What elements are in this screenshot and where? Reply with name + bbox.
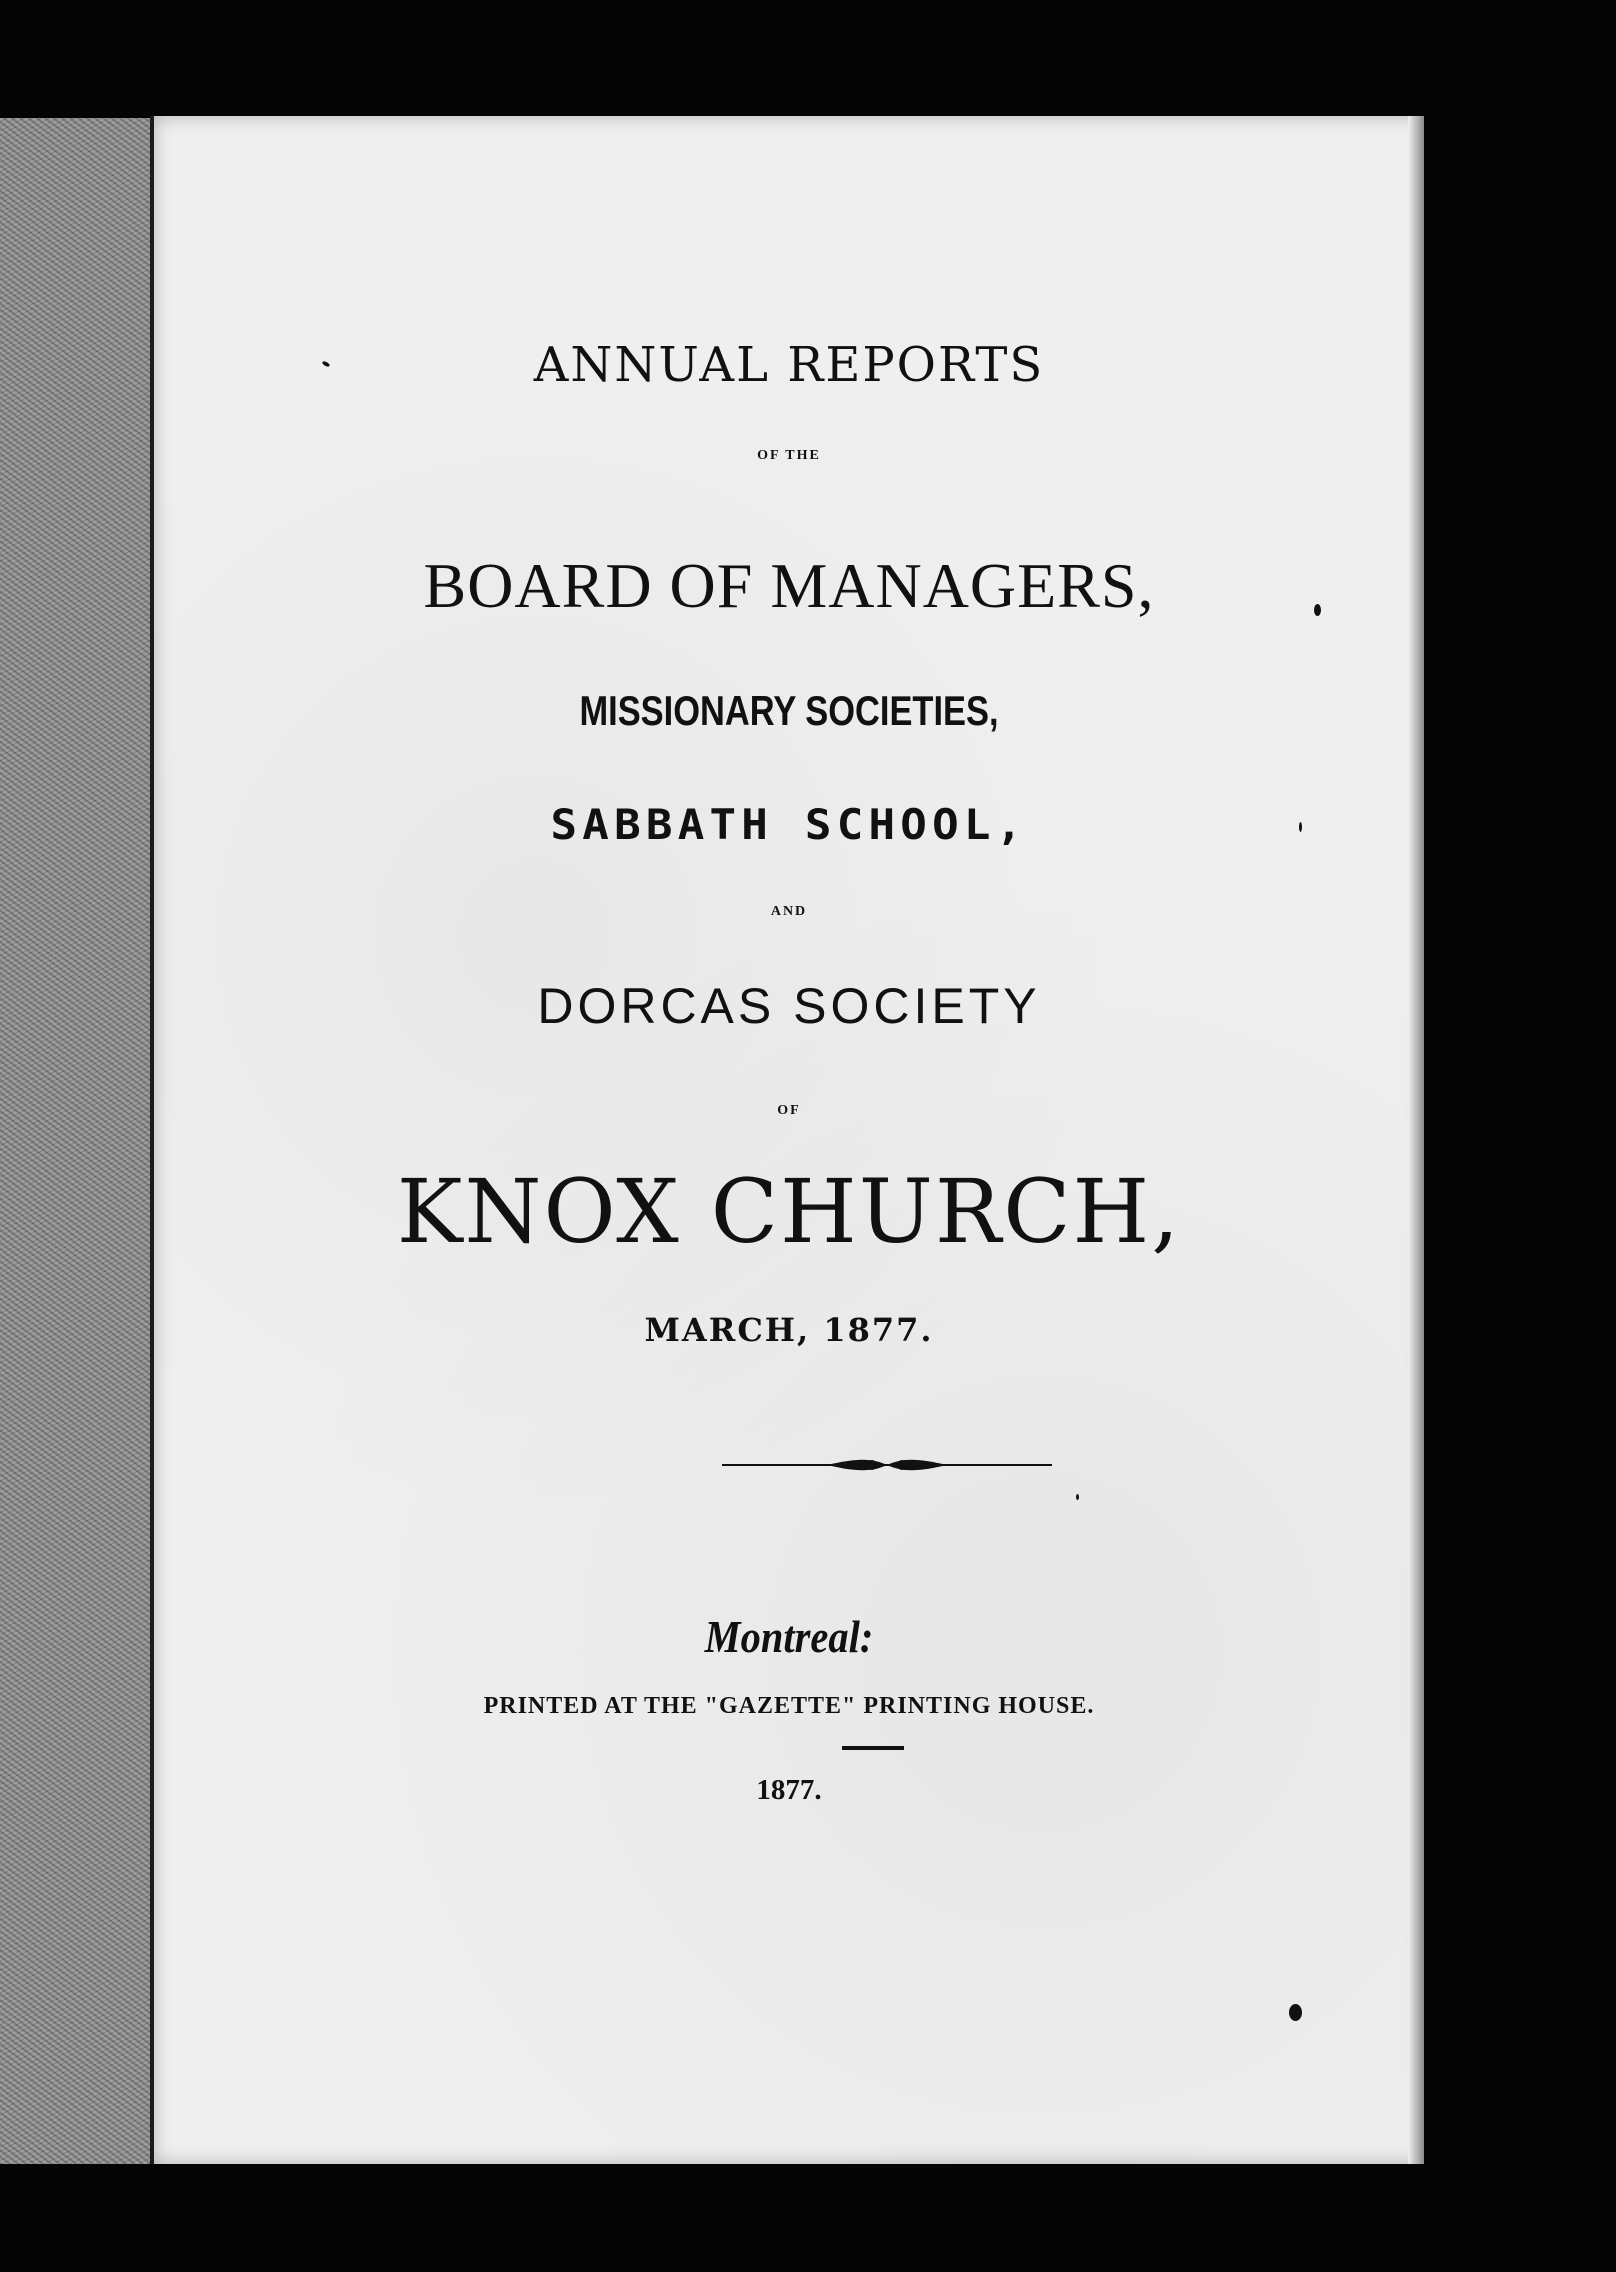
sabbath-school-heading: SABBATH SCHOOL, — [550, 800, 1028, 849]
board-of-managers-heading: BOARD OF MANAGERS, — [423, 550, 1155, 621]
ink-speck — [1076, 1494, 1079, 1500]
of-line: OF — [777, 1103, 801, 1118]
book-cover-board — [0, 118, 168, 2164]
ink-speck — [1299, 822, 1302, 832]
montreal-imprint: Montreal: — [704, 1611, 874, 1662]
knox-church-heading: KNOX CHURCH, — [396, 1160, 1182, 1263]
ink-speck — [1314, 604, 1321, 616]
printer-line: PRINTED AT THE "GAZETTE" PRINTING HOUSE. — [483, 1693, 1095, 1719]
imprint-rule — [842, 1746, 904, 1750]
page-edge-shadow — [1408, 116, 1424, 2164]
publication-year: 1877. — [756, 1774, 822, 1806]
ornamental-divider — [722, 1452, 1052, 1478]
and-line: AND — [770, 904, 808, 919]
annual-reports-heading: ANNUAL REPORTS — [533, 337, 1045, 393]
missionary-societies-heading: MISSIONARY SOCIETIES, — [579, 687, 999, 734]
title-page — [150, 116, 1424, 2164]
date-line: MARCH, 1877. — [644, 1311, 934, 1349]
of-the-line: OF THE — [757, 448, 821, 463]
ink-speck — [1289, 2004, 1302, 2021]
dorcas-society-heading: DORCAS SOCIETY — [537, 978, 1041, 1034]
